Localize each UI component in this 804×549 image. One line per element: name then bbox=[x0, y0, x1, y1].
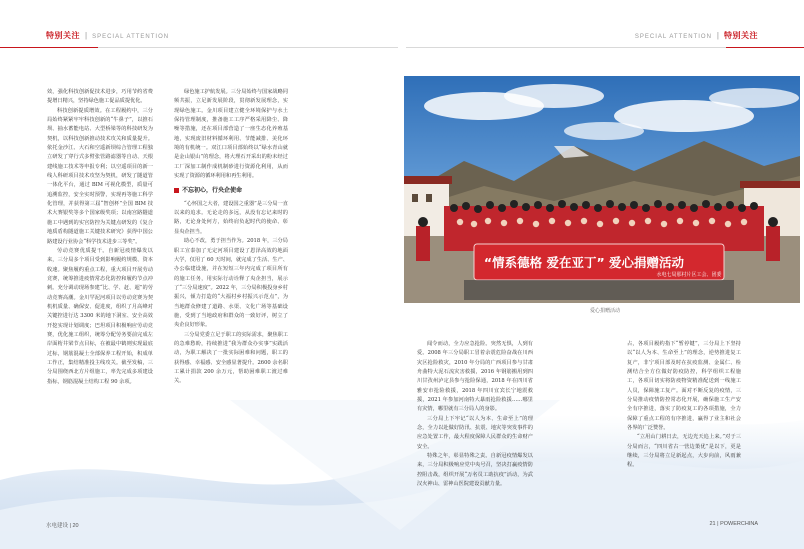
paragraph: “心怀国之大者，建设国之重器”是三分局一直以来的追求。无论走的多远，从没有忘记来时的路，无论身处何方，始终肩负起时代的使命、彰显央企担当。 bbox=[174, 200, 288, 235]
header-rule-left bbox=[0, 47, 98, 48]
paragraph: 占，各项目履约指下“暂停键”，三分局上下坚持以“以人为本、生命至上”的理念，逆势推进复工复产，非宁项目部及时在抗疫监测、金属仁、检测结合全方位做好防疫防控，科学组织工程施工，各项目切实将防疫物资精准配送到一线施工人员，保障施工复产。面对不断反复的疫情，三分局推动疫情防控常态化开展，确保施工生产安全有序推进，落实了防疫复工的各项措施，全力保障了重点工程的有序推进，赢得了业主和社会各界的广泛赞誉。 bbox=[627, 341, 741, 432]
paragraph: 效，强化科技创新促技术进步，巧用节约省费提增日精兴，坚持绿色施工促品质提优化。 bbox=[47, 89, 153, 105]
column-3 bbox=[417, 340, 533, 518]
banner-text: “情系德格 爱在亚丁” 爱心捐赠活动 bbox=[483, 255, 685, 270]
paragraph: 劳动竞赛优质提干。自新冠疫情爆发以来，三分局多个项目受到影响履约规模、资本收速。聚焦履约重点工程，重大项目开展劳动竞赛，统筹推进疫情常态化防控和履约节点冲刺。充分调动现场参建“比、学、赶、超”的劳动竞赛高潮。金川罕泥河项目以劳动竞赛为契机机质量、确保安、促进度，组织了月高峰对关键控进行达 3300 米的地下洞室、安全高效开挖实现计划调度；巴坦项目积极响应劳动竞赛，优化施工组织，统筹分配劳务要前完成左岸面桁井梁节点目标，在被最中鹤则实现最底过标，钢筋混凝土全部保养工程开始，积成单工作正，集结精准投主线攻关。截至发稿，三分局围绕西北方片组施工，率先完成多项建设指标，钢筋混凝土结构工程 90 余项。 bbox=[47, 247, 153, 385]
page-footer-left: 水电建设 | 20 bbox=[46, 523, 79, 529]
subheading bbox=[174, 187, 288, 196]
header-rule-left-thin bbox=[98, 47, 398, 48]
column-1 bbox=[47, 88, 153, 518]
paragraph: “立用山门耕日去，无边光天追上来。”对于三分局而言，“四川省古一营边策优”是以下，更是继续，三分局将立足新起点，大步向前，风雨兼程。 bbox=[627, 434, 741, 469]
paragraph: 闻令而动，全力应急抢险。突然无惧，人到有爱。2008 年三分局职工冒着余震危险奋战在川西灾区抢险救灾，2010 年分局的广西项目参与甘肃舟曲特大泥石流灾害救援，2016 年钢筋搬用到四川甘孜州泸定县参与抢险保通，2018 年在四川省雅安市抢险救援，2018 年四川宜宾长宁地震救援，2021 年参加河南特大暴雨抢险救援……哪里有灾情，哪里就有三分局人的身影。 bbox=[417, 341, 533, 413]
paragraph: 绿色施工护航发展。三分局始终与国家战略同频共振，立足新发展阶段，贯彻新发展理念，实现绿色施工。金川项目建立健全环境保护与水土保持管理制度，推备施工工序严格采用降尘、降噪等措施，还在项目部营造了一座生态化养殖基地，实现废旧材料循环利用、节能减排、美化环境的有机统一。双江口项目部始终以“绿水青山就是金山银山”的理念，将大理石开采出的粉末经过工厂深加工制作成机制砂进行资源化利用，从而实现了资源的循环利用和再生利用。 bbox=[174, 89, 288, 180]
subheading-text: 不忘初心，行央企使命 bbox=[182, 188, 243, 195]
page-footer-right: 21 | POWERCHINA bbox=[709, 521, 758, 527]
paragraph: 助心不改，勇于担当作为。2018 年，三分局职工宣泰加了无定河项目建设了恩泽高效的地面大学，仅用了 60 天时间，就完成了生活、生产、办公临建设施，并在短短三年内完成了项目所有的施工任务，用实际行动诠释了央企担当，展示了“三分局速度”。2022 年，三分局积极投身乡村振兴，倾力打造的“大福村乡村振兴示范点”，为当地群众修建了道路、水渠、文化广场等基础设施，受到了当地政府和群众的一致好评，树立了央企良好形象。 bbox=[174, 238, 288, 329]
square-bullet-icon bbox=[174, 188, 179, 193]
charity-photo bbox=[404, 76, 800, 303]
section-title-en: SPECIAL ATTENTION bbox=[92, 34, 170, 40]
header-rule-right-thin bbox=[406, 47, 726, 48]
paragraph: 特殊之年，彰显特殊之责。自新冠疫情爆发以来，三分局积极响应党中央号召，坚决打赢疫情防控阻击战，组织开展“万名员工助抗疫”活动，为武汉火神山、雷神山医院建设贡献力量。 bbox=[417, 453, 533, 488]
photo-illustration bbox=[404, 76, 800, 303]
section-title-cn: 特别关注 bbox=[46, 31, 80, 40]
section-title-cn-right: 特别关注 bbox=[724, 31, 758, 40]
header-left: 特别关注 | SPECIAL ATTENTION bbox=[46, 31, 170, 40]
header-rule-right bbox=[726, 47, 804, 48]
column-2 bbox=[174, 88, 288, 518]
photo-caption: 爱心捐赠活动 bbox=[590, 308, 621, 314]
header-right: SPECIAL ATTENTION | 特别关注 bbox=[634, 31, 758, 40]
banner-subtext: 水电七局那村片区工会、团委 bbox=[656, 272, 722, 278]
column-4 bbox=[627, 340, 741, 518]
paragraph: 科技创新提质增效。在工程履约中，三分局始终紧紧牢牢科技创新的“牛鼻子”，以推石坝、抽水蓄能电站、大型桥梁等的科技研发为契机，以科技创新推动技术攻关和质量提升。依托金沙江、大石和空遥新坝综合管理工程独立研发了穿行式多臂张管路滤器等自动、天根建线施工技术等申报专利；以空遥项目的新一线人科研项目技术攻坚为契机，研发了隧道管一体化平台，通过 BIM 可视化模型，质量可追溯监控，安全实时预警，实现再等施工科学化管理，并获得第三届“智创杯”全国 BIM 技术大赛银奖等多个国家级奖项；以南宫路隧道施工中遇到的实宫防控为关键点研发的《复合地质盾构隧道施工关键技术研究》获得中国公路建设行业协会“科学技术进步三等奖”。 bbox=[47, 107, 153, 245]
paragraph: 三分局上下牢记“以人为本、生命至上”的理念，全力以赴做好防汛、抗震、地灾等突发事件的应急处置工作，最大程度保障人民群众的生命财产安全。 bbox=[417, 415, 533, 450]
paragraph: 三分局党委立足于职工的实际需求，聚焦职工的急难愁盼，持续推进“我为群众办实事”实践活动，为职工解决了一批实际困难和问题，职工的获得感、幸福感、安全感显著提升。2600 余名职工累计捐款 200 余万元，帮助困难职工渡过难关。 bbox=[174, 331, 288, 385]
section-title-en-right: SPECIAL ATTENTION bbox=[634, 34, 712, 40]
